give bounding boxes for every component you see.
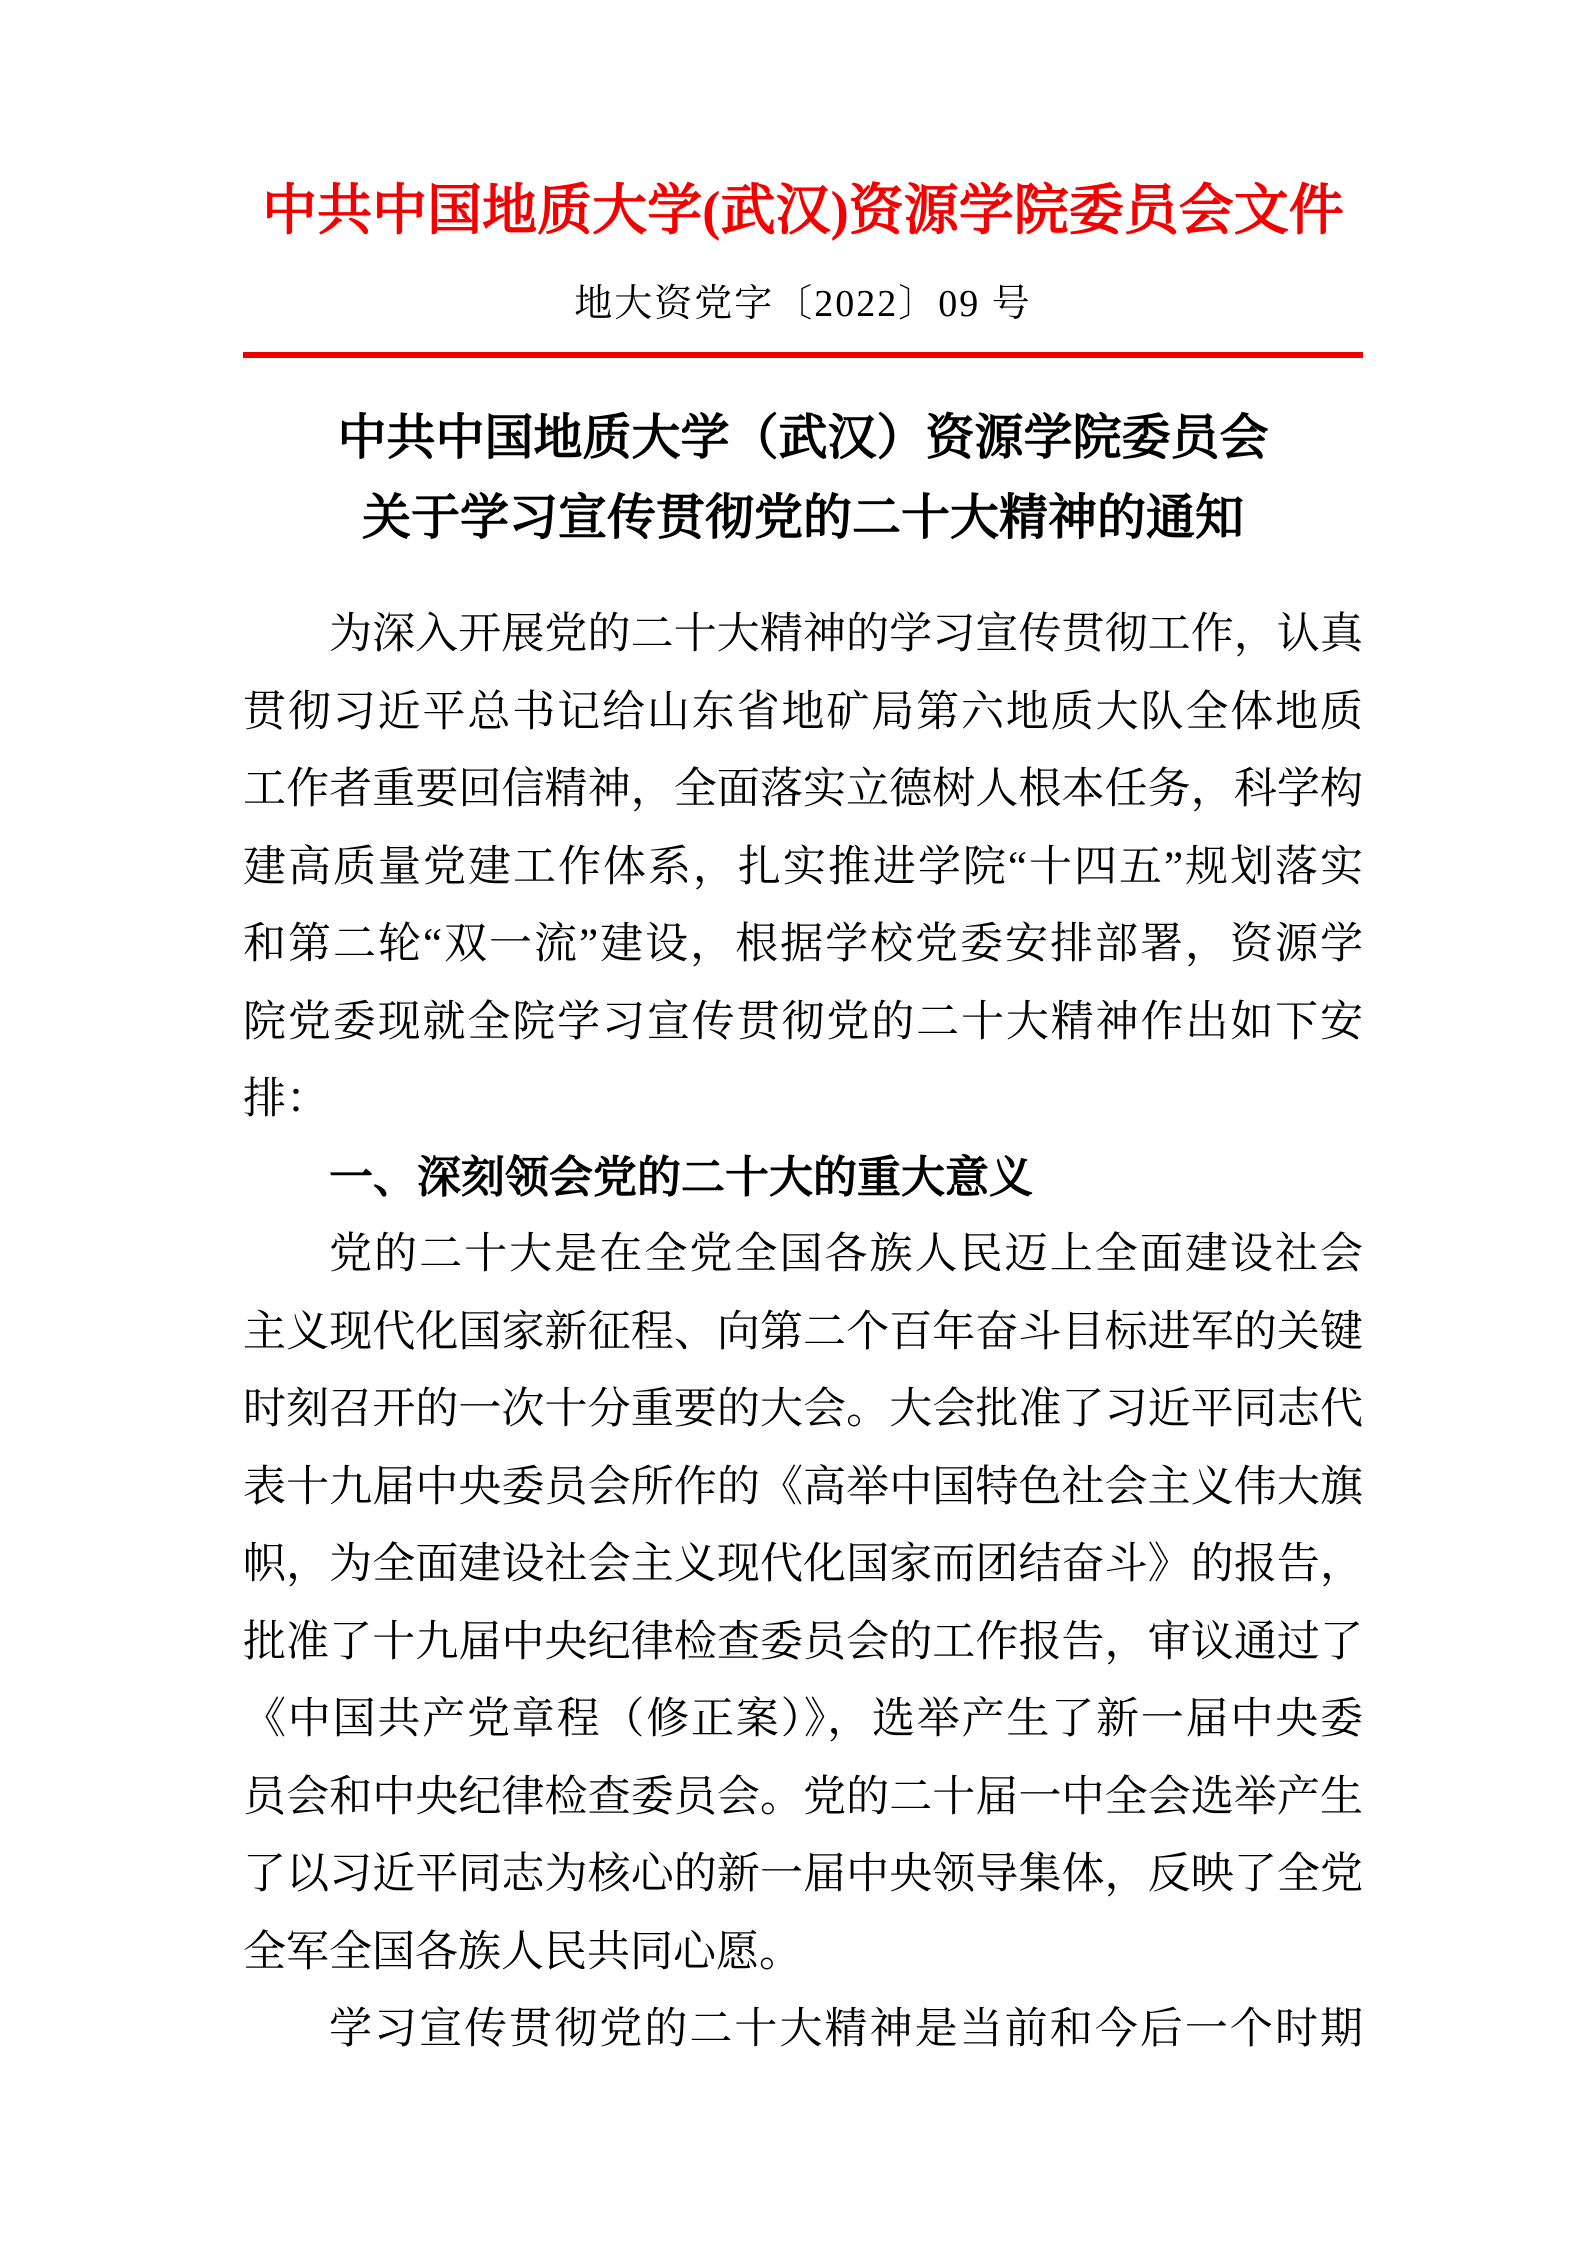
body-line: 学习宣传贯彻党的二十大精神是当前和今后一个时期 (329, 2006, 1363, 2053)
body-line: 了以习近平同志为核心的新一届中央领导集体，反映了全党 (243, 1851, 1363, 1898)
body-line: 批准了十九届中央纪律检查委员会的工作报告，审议通过了 (243, 1618, 1363, 1666)
body-line: 院党委现就全院学习宣传贯彻党的二十大精神作出如下安 (243, 998, 1363, 1046)
document-content (243, 0, 1363, 2245)
body-line: 工作者重要回信精神，全面落实立德树人根本任务，科学构 (243, 766, 1363, 813)
notice-title (243, 398, 1363, 558)
section-heading: 一、深刻领会党的二十大的重大意义 (329, 1152, 1033, 1202)
body-line: 时刻召开的一次十分重要的大会。大会批准了习近平同志代 (243, 1386, 1363, 1433)
document-body (243, 596, 1363, 2069)
body-line: 建高质量党建工作体系，扎实推进学院“十四五”规划落实 (243, 843, 1363, 891)
doc-number: 地大资党字〔2022〕09 号 (574, 283, 1032, 325)
notice-title-line1: 中共中国地质大学（武汉）资源学院委员会 (337, 411, 1269, 465)
body-line: 为深入开展党的二十大精神的学习宣传贯彻工作，认真 (329, 611, 1363, 658)
red-header-title: 中共中国地质大学(武汉)资源学院委员会文件 (262, 180, 1344, 241)
body-line: 帜，为全面建设社会主义现代化国家而团结奋斗》的报告， (243, 1541, 1363, 1588)
body-line: 全军全国各族人民共同心愿。 (243, 1928, 802, 1976)
body-line: 贯彻习近平总书记给山东省地矿局第六地质大队全体地质 (243, 688, 1363, 736)
body-line: 表十九届中央委员会所作的《高举中国特色社会主义伟大旗 (243, 1463, 1363, 1511)
body-line: 和第二轮“双一流”建设，根据学校党委安排部署，资源学 (243, 921, 1363, 968)
body-line: 主义现代化国家新征程、向第二个百年奋斗目标进军的关键 (243, 1308, 1363, 1356)
red-divider-line (243, 352, 1363, 358)
body-line: 员会和中央纪律检查委员会。党的二十届一中全会选举产生 (243, 1773, 1363, 1821)
body-line: 党的二十大是在全党全国各族人民迈上全面建设社会 (329, 1231, 1363, 1278)
body-line: 《中国共产党章程（修正案）》，选举产生了新一届中央委 (243, 1696, 1363, 1743)
body-line: 排： (243, 1076, 329, 1123)
notice-title-line2: 关于学习宣传贯彻党的二十大精神的通知 (361, 491, 1244, 545)
